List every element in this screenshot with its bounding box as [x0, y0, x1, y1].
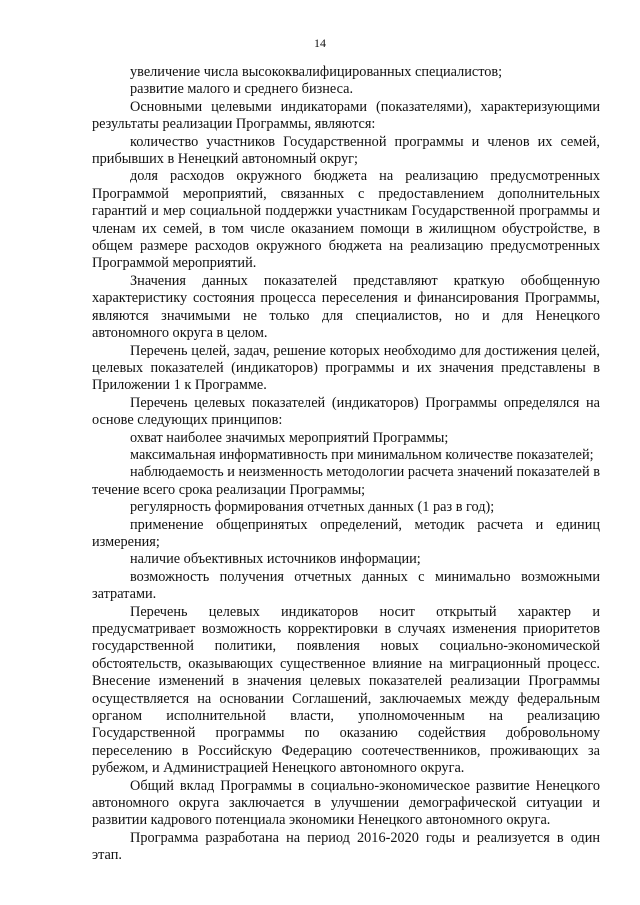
paragraph: Значения данных показателей представляют краткую обобщенную характеристику состояния процесса переселения и финансирования Программы, являются значимыми не только для специалистов, но и для Ненецкого автономного округа в целом. — [92, 272, 600, 342]
list-item: охват наиболее значимых мероприятий Программы; — [130, 429, 449, 446]
list-item: количество участников Государственной программы и членов их семей, прибывших в Ненецкий автономный округ; — [92, 133, 600, 168]
list-item: применение общепринятых определений, методик расчета и единиц измерения; — [92, 516, 600, 550]
paragraph: Перечень целей, задач, решение которых необходимо для достижения целей, целевых показателей (индикаторов) программы и их значения представлены в Приложении 1 к Программе. — [92, 342, 600, 394]
list-item: развитие малого и среднего бизнеса. — [130, 81, 354, 98]
list-item: наблюдаемость и неизменность методологии расчета значений показателей в течение всего срока реализации Программы; — [92, 464, 600, 498]
list-item: возможность получения отчетных данных с минимально возможными затратами. — [92, 568, 600, 603]
paragraph: Основными целевыми индикаторами (показателями), характеризующими результаты реализации Программы, являются: — [92, 98, 600, 133]
paragraph: Перечень целевых показателей (индикаторов) Программы определялся на основе следующих принципов: — [92, 394, 600, 429]
page-number: 14 — [314, 36, 326, 50]
list-item: доля расходов окружного бюджета на реализацию предусмотренных Программой мероприятий, связанных с предоставлением дополнительных гарантий и мер социальной поддержки участникам Государственной программы и членам их семей, в том числе оказанием помощи в жилищном обустройстве, в общем размере расходов окружного бюджета на реализацию предусмотренных Программой мероприятий. — [92, 168, 600, 272]
paragraph: Программа разработана на период 2016-2020 годы и реализуется в один этап. — [92, 829, 600, 864]
list-item: увеличение числа высококвалифицированных специалистов; — [130, 64, 503, 80]
list-item: максимальная информативность при минимальном количестве показателей; — [130, 446, 594, 463]
paragraph: Общий вклад Программы в социально-экономическое развитие Ненецкого автономного округа заключается в улучшении демографической ситуации и развитии кадрового потенциала экономики Ненецкого автономного округа. — [92, 777, 600, 829]
list-item: регулярность формирования отчетных данных (1 раз в год); — [130, 499, 495, 516]
document-body — [92, 64, 600, 865]
list-item: наличие объективных источников информации; — [130, 551, 421, 568]
paragraph: Перечень целевых индикаторов носит открытый характер и предусматривает возможность корректировки в случаях изменения приоритетов государственной политики, появления новых социально-экономической обстоятельств, оказывающих существенное влияние на миграционный процесс. Внесение изменений в значения целевых показателей реализации Программы осуществляется на основании Соглашений, заключаемых между федеральным органом исполнительной власти, уполномоченным на реализацию Государственной программы по оказанию содействия добровольному переселению в Российскую Федерацию соотечественников, проживающих за рубежом, и Администрацией Ненецкого автономного округа. — [92, 603, 600, 777]
